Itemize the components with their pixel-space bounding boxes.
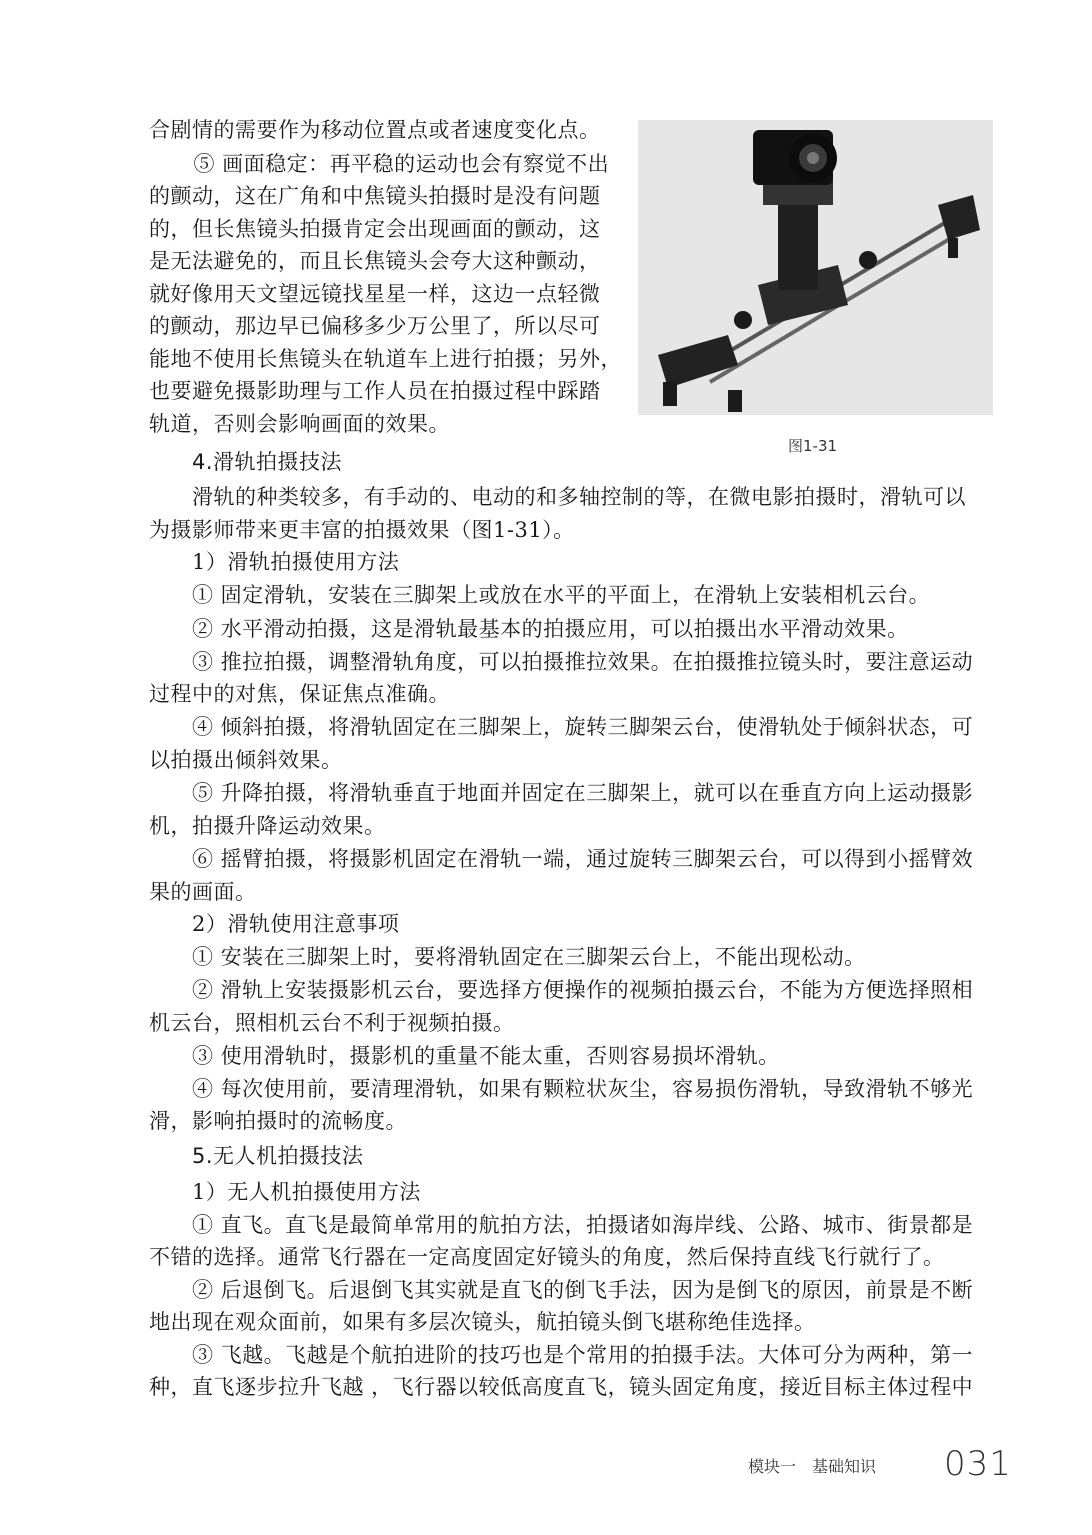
text-line: ⑤ 画面稳定：再平稳的运动也会有察觉不出 bbox=[172, 152, 610, 176]
text-line: 机，拍摄升降运动效果。 bbox=[149, 814, 386, 838]
text-line: 合剧情的需要作为移动位置点或者速度变化点。 bbox=[149, 118, 601, 142]
text-line: 为摄影师带来更丰富的拍摄效果（图1-31）。 bbox=[149, 518, 575, 542]
slider-camera-illustration bbox=[638, 120, 993, 415]
text-line: 滑，影响拍摄时的流畅度。 bbox=[149, 1109, 407, 1133]
text-line: 不错的选择。通常飞行器在一定高度固定好镜头的角度，然后保持直线飞行就行了。 bbox=[149, 1245, 945, 1269]
text-line: 的，但长焦镜头拍摄肯定会出现画面的颤动，这 bbox=[149, 217, 601, 241]
text-line: ⑥ 摇臂拍摄，将摄影机固定在滑轨一端，通过旋转三脚架云台，可以得到小摇臂效 bbox=[192, 847, 974, 871]
text-line: 就好像用天文望远镜找星星一样，这边一点轻微 bbox=[149, 282, 601, 306]
figure-caption: 图1-31 bbox=[788, 437, 838, 455]
subheading: 2）滑轨使用注意事项 bbox=[192, 912, 400, 936]
text-line: ② 后退倒飞。后退倒飞其实就是直飞的倒飞手法，因为是倒飞的原因，前景是不断 bbox=[192, 1278, 974, 1302]
text-line: 过程中的对焦，保证焦点准确。 bbox=[149, 682, 450, 706]
text-line: 的颤动，这在广角和中焦镜头拍摄时是没有问题 bbox=[149, 184, 601, 208]
text-line: 地出现在观众面前，如果有多层次镜头，航拍镜头倒飞堪称绝佳选择。 bbox=[149, 1310, 816, 1334]
section-heading: 5.无人机拍摄技法 bbox=[192, 1144, 364, 1168]
text-line: 机云台，照相机云台不利于视频拍摄。 bbox=[149, 1011, 515, 1035]
text-line: ③ 使用滑轨时，摄影机的重量不能太重，否则容易损坏滑轨。 bbox=[192, 1044, 780, 1068]
text-line: 也要避免摄影助理与工作人员在拍摄过程中踩踏 bbox=[149, 379, 601, 403]
text-line: 是无法避免的，而且长焦镜头会夸大这种颤动， bbox=[149, 249, 601, 273]
text-line: 果的画面。 bbox=[149, 880, 257, 904]
text-line: ② 滑轨上安装摄影机云台，要选择方便操作的视频拍摄云台，不能为方便选择照相 bbox=[192, 978, 974, 1002]
subheading: 1）滑轨拍摄使用方法 bbox=[192, 550, 400, 574]
text-line: ① 固定滑轨，安装在三脚架上或放在水平的平面上，在滑轨上安装相机云台。 bbox=[192, 583, 931, 607]
text-line: 种，直飞逐步拉升飞越 ，飞行器以较低高度直飞，镜头固定角度，接近目标主体过程中 bbox=[149, 1375, 974, 1399]
text-line: ③ 推拉拍摄，调整滑轨角度，可以拍摄推拉效果。在拍摄推拉镜头时，要注意运动 bbox=[192, 650, 974, 674]
page-number: 031 bbox=[944, 1444, 1012, 1484]
text-line: ③ 飞越。飞越是个航拍进阶的技巧也是个常用的拍摄手法。大体可分为两种，第一 bbox=[192, 1343, 974, 1367]
section-heading: 4.滑轨拍摄技法 bbox=[192, 450, 343, 474]
text-line: ⑤ 升降拍摄，将滑轨垂直于地面并固定在三脚架上，就可以在垂直方向上运动摄影 bbox=[192, 781, 974, 805]
text-line: ② 水平滑动拍摄，这是滑轨最基本的拍摄应用，可以拍摄出水平滑动效果。 bbox=[192, 617, 909, 641]
text-line: 滑轨的种类较多，有手动的、电动的和多轴控制的等，在微电影拍摄时，滑轨可以 bbox=[192, 485, 966, 509]
text-line: ① 直飞。直飞是最简单常用的航拍方法，拍摄诸如海岸线、公路、城市、街景都是 bbox=[192, 1213, 974, 1237]
text-line: 轨道，否则会影响画面的效果。 bbox=[149, 412, 450, 436]
text-line: ④ 每次使用前，要清理滑轨，如果有颗粒状灰尘，容易损伤滑轨，导致滑轨不够光 bbox=[192, 1077, 974, 1101]
text-line: 的颤动，那边早已偏移多少万公里了，所以尽可 bbox=[149, 314, 601, 338]
module-title: 模块一 基础知识 bbox=[748, 1457, 877, 1476]
text-line: ① 安装在三脚架上时，要将滑轨固定在三脚架云台上，不能出现松动。 bbox=[192, 945, 866, 969]
subheading: 1）无人机拍摄使用方法 bbox=[192, 1180, 421, 1204]
text-line: 以拍摄出倾斜效果。 bbox=[149, 748, 343, 772]
text-line: ④ 倾斜拍摄，将滑轨固定在三脚架上，旋转三脚架云台，使滑轨处于倾斜状态，可 bbox=[192, 715, 974, 739]
slider-camera-photo bbox=[638, 120, 993, 415]
text-line: 能地不使用长焦镜头在轨道车上进行拍摄；另外， bbox=[149, 347, 622, 371]
